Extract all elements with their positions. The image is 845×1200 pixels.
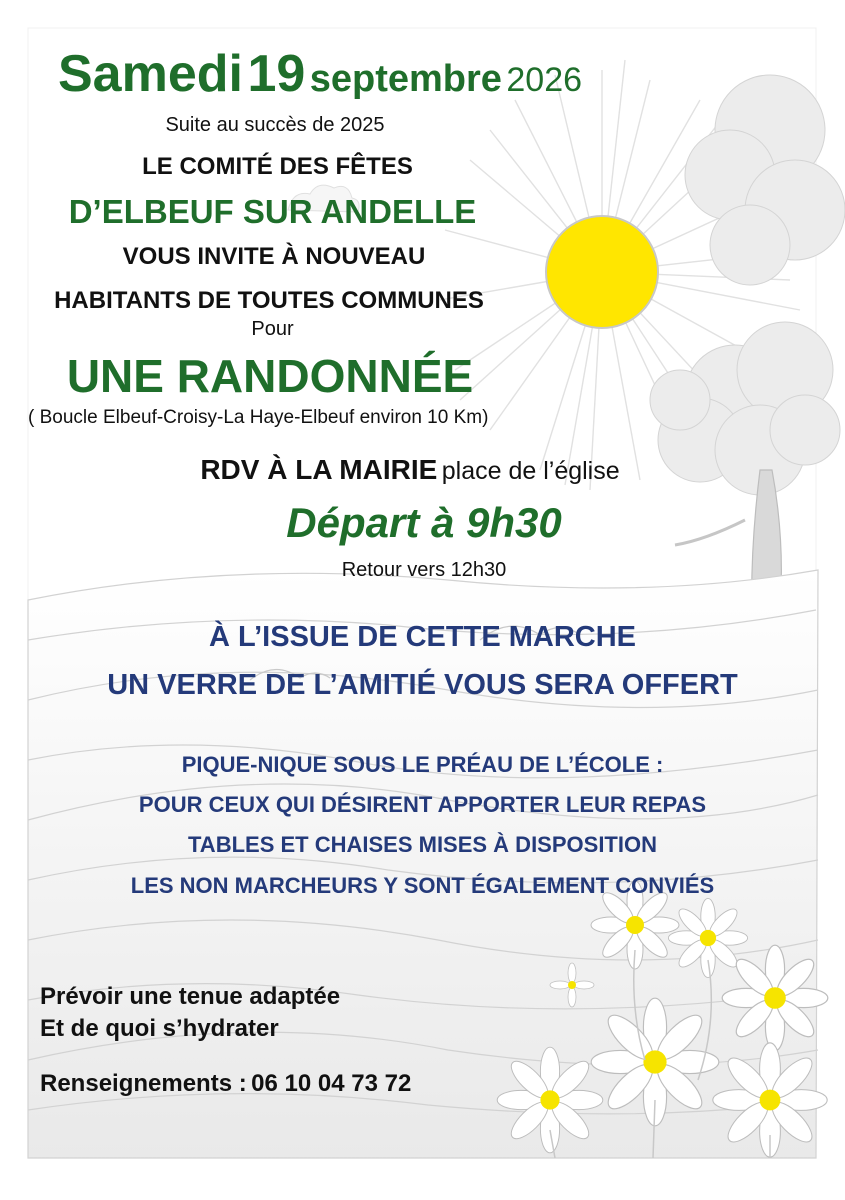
- picnic-line3: TABLES ET CHAISES MISES À DISPOSITION: [188, 832, 657, 857]
- event-title: UNE RANDONNÉE: [66, 350, 474, 402]
- picnic-line1: PIQUE-NIQUE SOUS LE PRÉAU DE L’ÉCOLE :: [181, 752, 664, 777]
- contact-line: [40, 1070, 540, 1098]
- contact-label: Renseignements :: [40, 1070, 247, 1097]
- organizer-line4: HABITANTS DE TOUTES COMMUNES: [54, 287, 484, 314]
- date-day: Samedi: [58, 45, 243, 103]
- return-time: Retour vers 12h30: [341, 559, 507, 581]
- picnic-line2: POUR CEUX QUI DÉSIRENT APPORTER LEUR REPAS: [138, 792, 707, 817]
- pour-label: Pour: [251, 318, 294, 340]
- advice-line1: Prévoir une tenue adaptée: [40, 983, 341, 1010]
- meeting-place: place de l’église: [441, 457, 620, 485]
- organizer-line1: LE COMITÉ DES FÊTES: [142, 153, 413, 180]
- route-text: ( Boucle Elbeuf-Croisy-La Haye-Elbeuf environ 10 Km): [28, 407, 489, 428]
- after-walk-line1: À L’ISSUE DE CETTE MARCHE: [209, 621, 636, 653]
- organizer-line3: VOUS INVITE À NOUVEAU: [122, 243, 426, 270]
- meeting-bold: RDV À LA MAIRIE: [200, 454, 438, 485]
- meeting-line: [0, 454, 820, 486]
- sun-icon: [546, 216, 658, 328]
- advice-line2: Et de quoi s’hydrater: [40, 1015, 279, 1042]
- organizer-name: D’ELBEUF SUR ANDELLE: [68, 193, 477, 230]
- after-walk-line2: UN VERRE DE L’AMITIÉ VOUS SERA OFFERT: [107, 669, 738, 701]
- departure-time: Départ à 9h30: [286, 499, 562, 546]
- picnic-line4: LES NON MARCHEURS Y SONT ÉGALEMENT CONVIÉS: [130, 873, 715, 898]
- date-heading: [58, 44, 758, 104]
- intro-text: Suite au succès de 2025: [165, 114, 385, 136]
- date-year: 2026: [506, 61, 583, 99]
- date-month: septembre: [309, 58, 502, 100]
- contact-phone[interactable]: 06 10 04 73 72: [251, 1070, 412, 1097]
- date-number: 19: [247, 45, 306, 103]
